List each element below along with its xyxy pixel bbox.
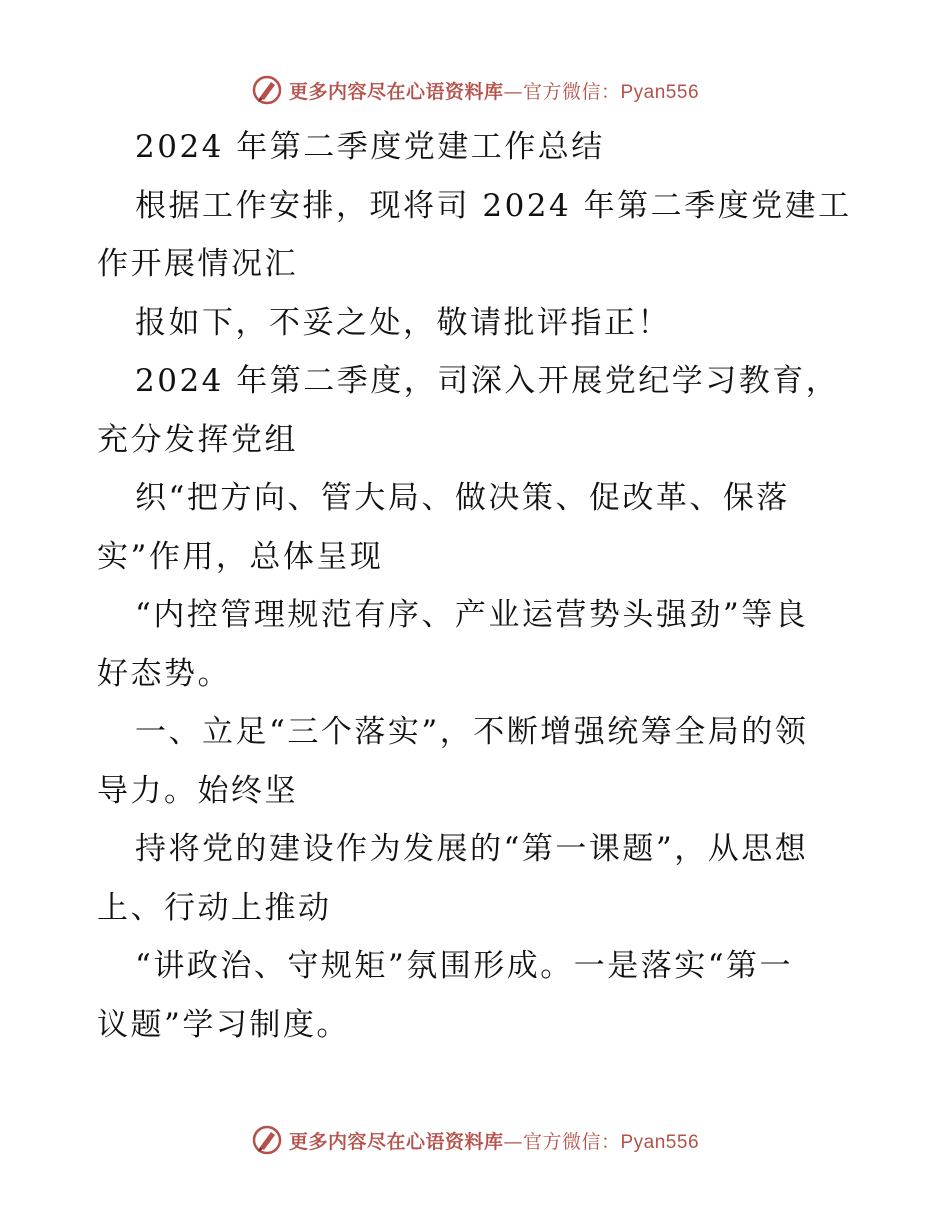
text-line: 一、立足“三个落实”，不断增强统筹全局的领: [135, 714, 809, 750]
pen-logo-icon: [251, 74, 283, 106]
watermark-main: 更多内容尽在心语资料库: [288, 1130, 504, 1153]
pen-logo-icon: [251, 1124, 283, 1156]
watermark-text: [289, 77, 699, 104]
text-line: 2024 年第二季度党建工作总结: [135, 129, 605, 165]
watermark-wechat: 官方微信：Pyan556: [523, 1131, 700, 1153]
text-line: 根据工作安排，现将司 2024 年第二季度党建工: [135, 187, 852, 224]
watermark-main: 更多内容尽在心语资料库: [288, 80, 504, 103]
text-line: 作开展情况汇: [97, 246, 298, 282]
watermark-separator: —: [503, 1130, 523, 1153]
header-watermark: [0, 70, 950, 110]
text-line: 报如下，不妥之处，敬请批评指正！: [135, 304, 671, 341]
text-line: 织“把方向、管大局、做决策、促改革、保落: [135, 480, 790, 516]
text-line: 2024 年第二季度，司深入开展党纪学习教育，: [135, 363, 840, 399]
text-line: 充分发挥党组: [97, 421, 298, 458]
watermark-wechat: 官方微信：Pyan556: [523, 81, 700, 103]
text-line: 实”作用，总体呈现: [97, 538, 384, 575]
text-line: “讲政治、守规矩”氛围形成。一是落实“第一: [135, 948, 794, 984]
text-line: 导力。始终坚: [97, 772, 298, 809]
watermark-separator: —: [503, 80, 523, 103]
text-line: 议题”学习制度。: [97, 1006, 350, 1043]
text-line: 上、行动上推动: [97, 889, 332, 926]
text-line: 持将党的建设作为发展的“第一课题”，从思想: [135, 831, 809, 867]
text-line: 好态势。: [97, 655, 231, 692]
watermark-text: [289, 1127, 699, 1154]
document-body: [97, 118, 857, 1054]
text-line: “内控管理规范有序、产业运营势头强劲”等良: [135, 597, 809, 633]
footer-watermark: [0, 1120, 950, 1160]
